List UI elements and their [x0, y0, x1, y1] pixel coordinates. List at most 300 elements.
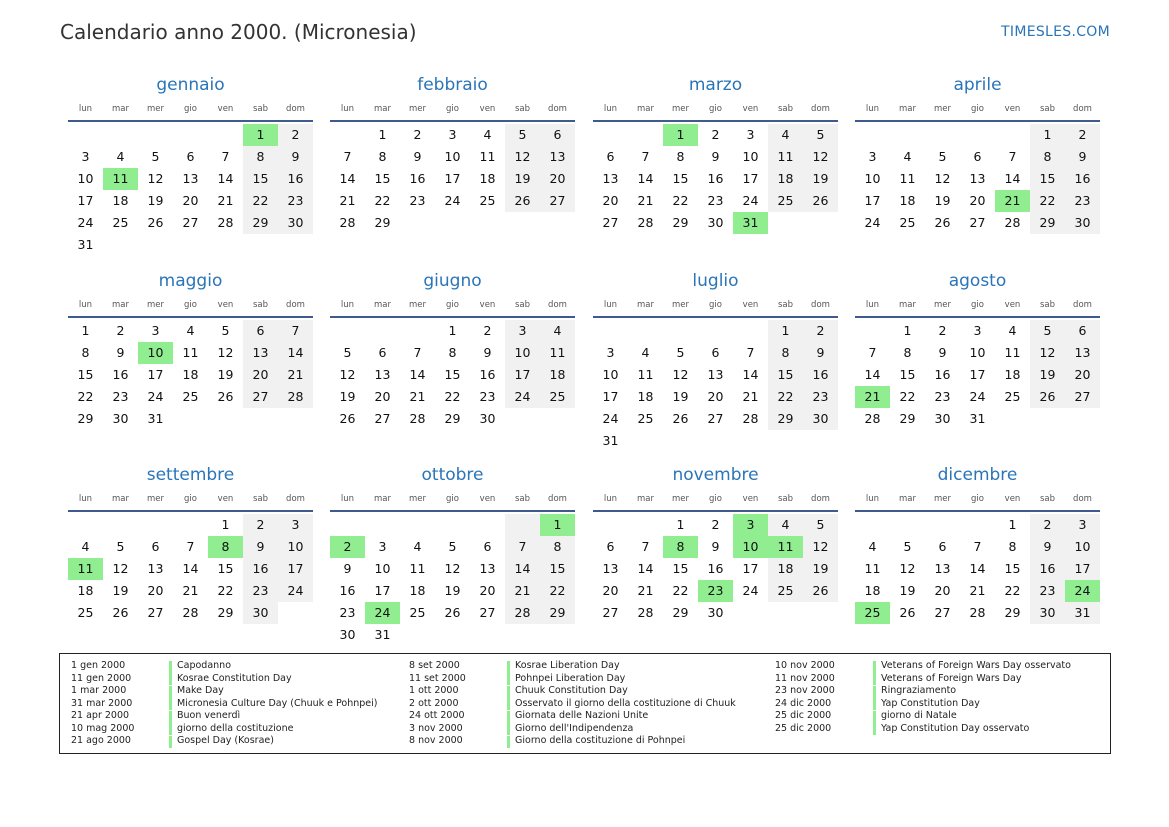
- day-cell[interactable]: 18: [77, 583, 94, 598]
- day-cell[interactable]: 31: [1065, 602, 1100, 624]
- day-cell[interactable]: 7: [278, 320, 313, 342]
- day-cell[interactable]: 7: [221, 149, 230, 164]
- day-cell[interactable]: 11: [1004, 345, 1021, 360]
- day-cell[interactable]: 25: [409, 605, 426, 620]
- day-cell[interactable]: 7: [868, 345, 877, 360]
- day-cell[interactable]: 24: [742, 193, 759, 208]
- day-cell[interactable]: 11: [409, 561, 426, 576]
- day-cell[interactable]: 16: [243, 558, 278, 580]
- day-cell[interactable]: 18: [540, 364, 575, 386]
- day-cell[interactable]: 18: [112, 193, 129, 208]
- day-cell[interactable]: 6: [186, 149, 195, 164]
- day-cell[interactable]: 9: [483, 345, 492, 360]
- day-cell[interactable]: 9: [413, 149, 422, 164]
- day-cell[interactable]: 17: [77, 193, 94, 208]
- day-cell[interactable]: 10: [864, 171, 881, 186]
- day-cell[interactable]: 20: [707, 389, 724, 404]
- day-cell[interactable]: 18: [768, 558, 803, 580]
- day-cell[interactable]: 16: [339, 583, 356, 598]
- day-cell[interactable]: 30: [707, 605, 724, 620]
- day-cell[interactable]: 4: [1008, 323, 1017, 338]
- day-cell[interactable]: 26: [147, 215, 164, 230]
- day-cell[interactable]: 3: [278, 514, 313, 536]
- day-cell[interactable]: 6: [378, 345, 387, 360]
- day-cell[interactable]: 30: [479, 411, 496, 426]
- day-cell[interactable]: 21: [742, 389, 759, 404]
- day-cell[interactable]: 1: [1030, 124, 1065, 146]
- day-cell[interactable]: 29: [243, 212, 278, 234]
- day-cell[interactable]: 31: [969, 411, 986, 426]
- day-cell[interactable]: 10: [969, 345, 986, 360]
- day-cell[interactable]: 5: [221, 323, 230, 338]
- day-cell[interactable]: 4: [186, 323, 195, 338]
- day-cell[interactable]: 16: [1030, 558, 1065, 580]
- day-cell[interactable]: 3: [868, 149, 877, 164]
- day-cell[interactable]: 14: [637, 561, 654, 576]
- day-cell[interactable]: 23: [243, 580, 278, 602]
- day-cell[interactable]: 14: [409, 367, 426, 382]
- holiday-day-cell[interactable]: 24: [1065, 580, 1100, 602]
- day-cell[interactable]: 25: [1004, 389, 1021, 404]
- day-cell[interactable]: 11: [864, 561, 881, 576]
- holiday-day-cell[interactable]: 3: [733, 514, 768, 536]
- day-cell[interactable]: 2: [1065, 124, 1100, 146]
- day-cell[interactable]: 6: [1065, 320, 1100, 342]
- holiday-day-cell[interactable]: 11: [103, 168, 138, 190]
- holiday-day-cell[interactable]: 31: [733, 212, 768, 234]
- day-cell[interactable]: 22: [540, 580, 575, 602]
- day-cell[interactable]: 9: [1030, 536, 1065, 558]
- day-cell[interactable]: 28: [217, 215, 234, 230]
- day-cell[interactable]: 27: [602, 215, 619, 230]
- day-cell[interactable]: 12: [803, 536, 838, 558]
- day-cell[interactable]: 12: [217, 345, 234, 360]
- day-cell[interactable]: 28: [637, 215, 654, 230]
- day-cell[interactable]: 7: [746, 345, 755, 360]
- day-cell[interactable]: 20: [479, 583, 496, 598]
- day-cell[interactable]: 24: [444, 193, 461, 208]
- day-cell[interactable]: 16: [1065, 168, 1100, 190]
- day-cell[interactable]: 29: [672, 605, 689, 620]
- day-cell[interactable]: 13: [540, 146, 575, 168]
- day-cell[interactable]: 19: [339, 389, 356, 404]
- day-cell[interactable]: 31: [374, 627, 391, 642]
- day-cell[interactable]: 16: [803, 364, 838, 386]
- day-cell[interactable]: 27: [1065, 386, 1100, 408]
- day-cell[interactable]: 5: [116, 539, 125, 554]
- day-cell[interactable]: 23: [1065, 190, 1100, 212]
- day-cell[interactable]: 14: [864, 367, 881, 382]
- day-cell[interactable]: 4: [768, 514, 803, 536]
- day-cell[interactable]: 5: [803, 124, 838, 146]
- holiday-day-cell[interactable]: 23: [698, 580, 733, 602]
- day-cell[interactable]: 1: [768, 320, 803, 342]
- day-cell[interactable]: 8: [903, 345, 912, 360]
- day-cell[interactable]: 20: [540, 168, 575, 190]
- day-cell[interactable]: 13: [1065, 342, 1100, 364]
- day-cell[interactable]: 19: [112, 583, 129, 598]
- day-cell[interactable]: 1: [1008, 517, 1017, 532]
- day-cell[interactable]: 16: [479, 367, 496, 382]
- day-cell[interactable]: 21: [339, 193, 356, 208]
- day-cell[interactable]: 11: [637, 367, 654, 382]
- day-cell[interactable]: 3: [746, 127, 755, 142]
- day-cell[interactable]: 11: [768, 146, 803, 168]
- day-cell[interactable]: 6: [606, 149, 615, 164]
- day-cell[interactable]: 7: [641, 149, 650, 164]
- day-cell[interactable]: 2: [1030, 514, 1065, 536]
- day-cell[interactable]: 17: [1065, 558, 1100, 580]
- day-cell[interactable]: 16: [278, 168, 313, 190]
- day-cell[interactable]: 10: [602, 367, 619, 382]
- day-cell[interactable]: 28: [742, 411, 759, 426]
- day-cell[interactable]: 19: [899, 583, 916, 598]
- day-cell[interactable]: 21: [278, 364, 313, 386]
- holiday-day-cell[interactable]: 21: [995, 190, 1030, 212]
- day-cell[interactable]: 13: [934, 561, 951, 576]
- day-cell[interactable]: 8: [81, 345, 90, 360]
- holiday-day-cell[interactable]: 24: [365, 602, 400, 624]
- holiday-day-cell[interactable]: 10: [138, 342, 173, 364]
- day-cell[interactable]: 20: [182, 193, 199, 208]
- day-cell[interactable]: 1: [448, 323, 457, 338]
- day-cell[interactable]: 16: [934, 367, 951, 382]
- day-cell[interactable]: 27: [374, 411, 391, 426]
- day-cell[interactable]: 26: [217, 389, 234, 404]
- day-cell[interactable]: 20: [374, 389, 391, 404]
- day-cell[interactable]: 10: [505, 342, 540, 364]
- day-cell[interactable]: 28: [1004, 215, 1021, 230]
- day-cell[interactable]: 18: [479, 171, 496, 186]
- day-cell[interactable]: 4: [483, 127, 492, 142]
- day-cell[interactable]: 7: [413, 345, 422, 360]
- day-cell[interactable]: 17: [374, 583, 391, 598]
- day-cell[interactable]: 30: [112, 411, 129, 426]
- day-cell[interactable]: 29: [540, 602, 575, 624]
- day-cell[interactable]: 29: [1030, 212, 1065, 234]
- day-cell[interactable]: 30: [934, 411, 951, 426]
- day-cell[interactable]: 1: [378, 127, 387, 142]
- day-cell[interactable]: 26: [672, 411, 689, 426]
- day-cell[interactable]: 18: [899, 193, 916, 208]
- holiday-day-cell[interactable]: 1: [243, 124, 278, 146]
- day-cell[interactable]: 10: [444, 149, 461, 164]
- day-cell[interactable]: 4: [81, 539, 90, 554]
- day-cell[interactable]: 30: [243, 602, 278, 624]
- day-cell[interactable]: 30: [278, 212, 313, 234]
- day-cell[interactable]: 15: [540, 558, 575, 580]
- day-cell[interactable]: 5: [938, 149, 947, 164]
- day-cell[interactable]: 26: [505, 190, 540, 212]
- day-cell[interactable]: 3: [606, 345, 615, 360]
- day-cell[interactable]: 21: [969, 583, 986, 598]
- day-cell[interactable]: 20: [934, 583, 951, 598]
- day-cell[interactable]: 6: [151, 539, 160, 554]
- day-cell[interactable]: 13: [602, 561, 619, 576]
- day-cell[interactable]: 8: [378, 149, 387, 164]
- day-cell[interactable]: 25: [768, 190, 803, 212]
- day-cell[interactable]: 5: [505, 124, 540, 146]
- day-cell[interactable]: 3: [973, 323, 982, 338]
- day-cell[interactable]: 1: [676, 517, 685, 532]
- day-cell[interactable]: 8: [1008, 539, 1017, 554]
- day-cell[interactable]: 17: [742, 171, 759, 186]
- day-cell[interactable]: 28: [409, 411, 426, 426]
- day-cell[interactable]: 15: [899, 367, 916, 382]
- day-cell[interactable]: 27: [707, 411, 724, 426]
- day-cell[interactable]: 5: [803, 514, 838, 536]
- day-cell[interactable]: 8: [768, 342, 803, 364]
- day-cell[interactable]: 18: [768, 168, 803, 190]
- day-cell[interactable]: 22: [672, 193, 689, 208]
- day-cell[interactable]: 12: [803, 146, 838, 168]
- day-cell[interactable]: 8: [243, 146, 278, 168]
- day-cell[interactable]: 7: [505, 536, 540, 558]
- day-cell[interactable]: 25: [182, 389, 199, 404]
- day-cell[interactable]: 25: [637, 411, 654, 426]
- day-cell[interactable]: 14: [637, 171, 654, 186]
- day-cell[interactable]: 11: [182, 345, 199, 360]
- day-cell[interactable]: 17: [444, 171, 461, 186]
- day-cell[interactable]: 12: [1030, 342, 1065, 364]
- day-cell[interactable]: 4: [116, 149, 125, 164]
- day-cell[interactable]: 27: [540, 190, 575, 212]
- day-cell[interactable]: 20: [147, 583, 164, 598]
- day-cell[interactable]: 8: [676, 149, 685, 164]
- day-cell[interactable]: 22: [1030, 190, 1065, 212]
- day-cell[interactable]: 18: [182, 367, 199, 382]
- day-cell[interactable]: 22: [374, 193, 391, 208]
- day-cell[interactable]: 19: [934, 193, 951, 208]
- day-cell[interactable]: 16: [409, 171, 426, 186]
- day-cell[interactable]: 23: [1030, 580, 1065, 602]
- day-cell[interactable]: 26: [803, 190, 838, 212]
- day-cell[interactable]: 25: [112, 215, 129, 230]
- day-cell[interactable]: 11: [899, 171, 916, 186]
- day-cell[interactable]: 18: [409, 583, 426, 598]
- day-cell[interactable]: 1: [81, 323, 90, 338]
- day-cell[interactable]: 15: [672, 561, 689, 576]
- day-cell[interactable]: 27: [602, 605, 619, 620]
- day-cell[interactable]: 13: [374, 367, 391, 382]
- day-cell[interactable]: 24: [969, 389, 986, 404]
- day-cell[interactable]: 19: [803, 168, 838, 190]
- day-cell[interactable]: 4: [903, 149, 912, 164]
- day-cell[interactable]: 9: [1065, 146, 1100, 168]
- day-cell[interactable]: 30: [707, 215, 724, 230]
- day-cell[interactable]: 20: [602, 193, 619, 208]
- day-cell[interactable]: 15: [1030, 168, 1065, 190]
- day-cell[interactable]: 2: [243, 514, 278, 536]
- holiday-day-cell[interactable]: 11: [768, 536, 803, 558]
- day-cell[interactable]: 27: [147, 605, 164, 620]
- day-cell[interactable]: 16: [707, 561, 724, 576]
- day-cell[interactable]: 24: [278, 580, 313, 602]
- day-cell[interactable]: 26: [934, 215, 951, 230]
- day-cell[interactable]: 29: [768, 408, 803, 430]
- day-cell[interactable]: 4: [868, 539, 877, 554]
- day-cell[interactable]: 29: [444, 411, 461, 426]
- day-cell[interactable]: 5: [343, 345, 352, 360]
- day-cell[interactable]: 19: [1030, 364, 1065, 386]
- day-cell[interactable]: 20: [602, 583, 619, 598]
- day-cell[interactable]: 28: [637, 605, 654, 620]
- day-cell[interactable]: 31: [602, 433, 619, 448]
- holiday-day-cell[interactable]: 1: [663, 124, 698, 146]
- day-cell[interactable]: 4: [413, 539, 422, 554]
- day-cell[interactable]: 25: [479, 193, 496, 208]
- day-cell[interactable]: 13: [969, 171, 986, 186]
- day-cell[interactable]: 3: [1065, 514, 1100, 536]
- day-cell[interactable]: 15: [672, 171, 689, 186]
- day-cell[interactable]: 25: [540, 386, 575, 408]
- day-cell[interactable]: 21: [409, 389, 426, 404]
- day-cell[interactable]: 4: [768, 124, 803, 146]
- holiday-day-cell[interactable]: 8: [663, 536, 698, 558]
- day-cell[interactable]: 9: [711, 149, 720, 164]
- day-cell[interactable]: 19: [217, 367, 234, 382]
- day-cell[interactable]: 30: [1030, 602, 1065, 624]
- day-cell[interactable]: 10: [278, 536, 313, 558]
- day-cell[interactable]: 23: [112, 389, 129, 404]
- day-cell[interactable]: 27: [969, 215, 986, 230]
- day-cell[interactable]: 14: [1004, 171, 1021, 186]
- day-cell[interactable]: 17: [505, 364, 540, 386]
- day-cell[interactable]: 14: [278, 342, 313, 364]
- day-cell[interactable]: 31: [147, 411, 164, 426]
- day-cell[interactable]: 16: [112, 367, 129, 382]
- day-cell[interactable]: 11: [540, 342, 575, 364]
- day-cell[interactable]: 15: [374, 171, 391, 186]
- day-cell[interactable]: 6: [243, 320, 278, 342]
- day-cell[interactable]: 28: [864, 411, 881, 426]
- day-cell[interactable]: 17: [147, 367, 164, 382]
- day-cell[interactable]: 29: [374, 215, 391, 230]
- day-cell[interactable]: 26: [1030, 386, 1065, 408]
- day-cell[interactable]: 8: [540, 536, 575, 558]
- day-cell[interactable]: 26: [803, 580, 838, 602]
- day-cell[interactable]: 9: [278, 146, 313, 168]
- day-cell[interactable]: 2: [116, 323, 125, 338]
- day-cell[interactable]: 2: [278, 124, 313, 146]
- day-cell[interactable]: 2: [803, 320, 838, 342]
- day-cell[interactable]: 27: [243, 386, 278, 408]
- day-cell[interactable]: 4: [540, 320, 575, 342]
- day-cell[interactable]: 19: [505, 168, 540, 190]
- day-cell[interactable]: 27: [934, 605, 951, 620]
- day-cell[interactable]: 1: [903, 323, 912, 338]
- day-cell[interactable]: 17: [969, 367, 986, 382]
- day-cell[interactable]: 6: [711, 345, 720, 360]
- day-cell[interactable]: 24: [742, 583, 759, 598]
- day-cell[interactable]: 24: [602, 411, 619, 426]
- day-cell[interactable]: 12: [934, 171, 951, 186]
- day-cell[interactable]: 15: [1004, 561, 1021, 576]
- day-cell[interactable]: 21: [182, 583, 199, 598]
- day-cell[interactable]: 24: [505, 386, 540, 408]
- day-cell[interactable]: 3: [505, 320, 540, 342]
- day-cell[interactable]: 5: [676, 345, 685, 360]
- day-cell[interactable]: 3: [448, 127, 457, 142]
- day-cell[interactable]: 25: [77, 605, 94, 620]
- day-cell[interactable]: 3: [378, 539, 387, 554]
- day-cell[interactable]: 8: [448, 345, 457, 360]
- day-cell[interactable]: 23: [934, 389, 951, 404]
- day-cell[interactable]: 2: [483, 323, 492, 338]
- day-cell[interactable]: 14: [505, 558, 540, 580]
- day-cell[interactable]: 30: [1065, 212, 1100, 234]
- day-cell[interactable]: 10: [77, 171, 94, 186]
- day-cell[interactable]: 2: [413, 127, 422, 142]
- day-cell[interactable]: 21: [637, 193, 654, 208]
- day-cell[interactable]: 22: [672, 583, 689, 598]
- day-cell[interactable]: 9: [938, 345, 947, 360]
- holiday-day-cell[interactable]: 1: [540, 514, 575, 536]
- day-cell[interactable]: 9: [711, 539, 720, 554]
- holiday-day-cell[interactable]: 10: [733, 536, 768, 558]
- day-cell[interactable]: 15: [217, 561, 234, 576]
- day-cell[interactable]: 24: [147, 389, 164, 404]
- day-cell[interactable]: 27: [479, 605, 496, 620]
- day-cell[interactable]: 7: [1008, 149, 1017, 164]
- day-cell[interactable]: 12: [899, 561, 916, 576]
- day-cell[interactable]: 25: [899, 215, 916, 230]
- day-cell[interactable]: 12: [112, 561, 129, 576]
- day-cell[interactable]: 14: [742, 367, 759, 382]
- day-cell[interactable]: 26: [899, 605, 916, 620]
- day-cell[interactable]: 24: [864, 215, 881, 230]
- day-cell[interactable]: 18: [1004, 367, 1021, 382]
- day-cell[interactable]: 21: [637, 583, 654, 598]
- day-cell[interactable]: 28: [969, 605, 986, 620]
- day-cell[interactable]: 3: [151, 323, 160, 338]
- day-cell[interactable]: 12: [444, 561, 461, 576]
- day-cell[interactable]: 29: [77, 411, 94, 426]
- day-cell[interactable]: 2: [938, 323, 947, 338]
- day-cell[interactable]: 6: [606, 539, 615, 554]
- day-cell[interactable]: 21: [505, 580, 540, 602]
- holiday-day-cell[interactable]: 25: [855, 602, 890, 624]
- day-cell[interactable]: 14: [339, 171, 356, 186]
- day-cell[interactable]: 22: [217, 583, 234, 598]
- day-cell[interactable]: 17: [278, 558, 313, 580]
- day-cell[interactable]: 6: [483, 539, 492, 554]
- day-cell[interactable]: 5: [151, 149, 160, 164]
- day-cell[interactable]: 9: [116, 345, 125, 360]
- day-cell[interactable]: 22: [768, 386, 803, 408]
- day-cell[interactable]: 15: [243, 168, 278, 190]
- day-cell[interactable]: 28: [339, 215, 356, 230]
- day-cell[interactable]: 2: [711, 517, 720, 532]
- day-cell[interactable]: 21: [217, 193, 234, 208]
- day-cell[interactable]: 3: [81, 149, 90, 164]
- day-cell[interactable]: 24: [77, 215, 94, 230]
- day-cell[interactable]: 22: [77, 389, 94, 404]
- day-cell[interactable]: 1: [221, 517, 230, 532]
- day-cell[interactable]: 18: [637, 389, 654, 404]
- day-cell[interactable]: 13: [182, 171, 199, 186]
- day-cell[interactable]: 22: [243, 190, 278, 212]
- day-cell[interactable]: 26: [112, 605, 129, 620]
- day-cell[interactable]: 23: [803, 386, 838, 408]
- day-cell[interactable]: 19: [444, 583, 461, 598]
- day-cell[interactable]: 28: [505, 602, 540, 624]
- day-cell[interactable]: 13: [479, 561, 496, 576]
- day-cell[interactable]: 29: [1004, 605, 1021, 620]
- day-cell[interactable]: 7: [641, 539, 650, 554]
- day-cell[interactable]: 7: [343, 149, 352, 164]
- day-cell[interactable]: 23: [339, 605, 356, 620]
